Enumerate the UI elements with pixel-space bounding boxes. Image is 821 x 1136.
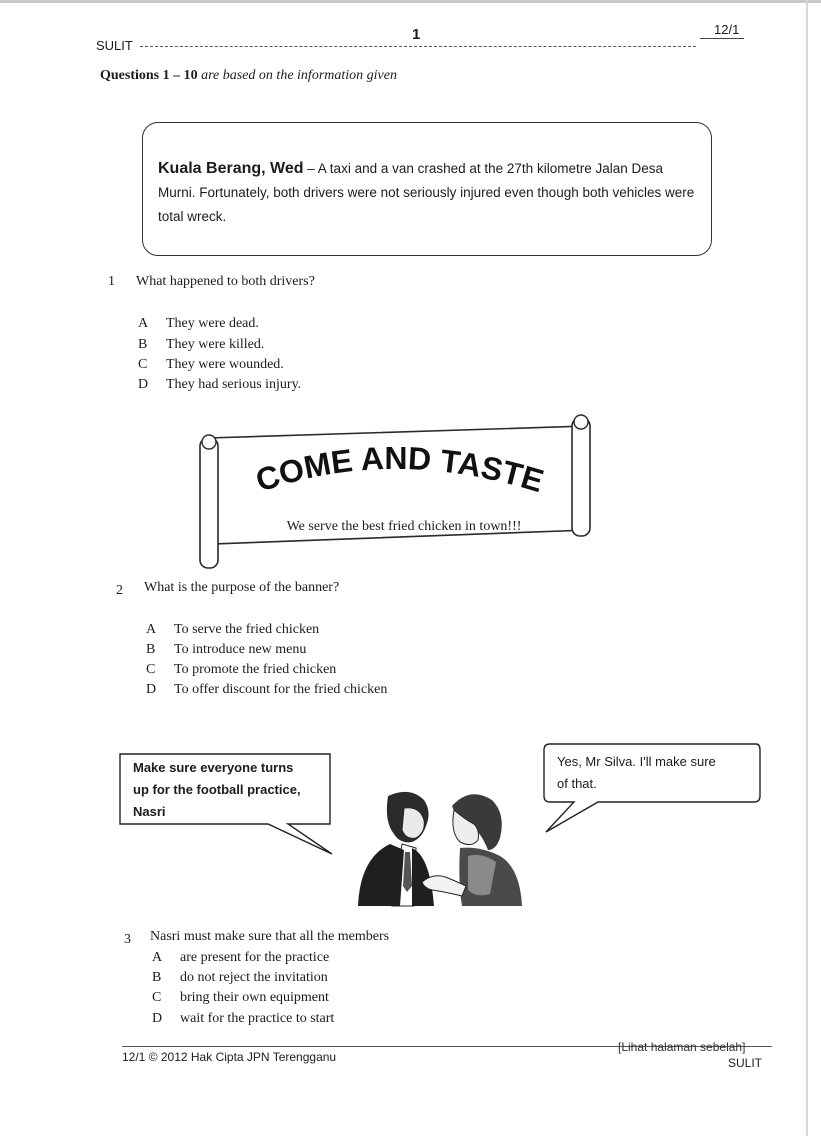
left-bubble-line: Make sure everyone turns [133,760,294,775]
option-text: do not reject the invitation [180,970,328,985]
option-letter: C [138,357,148,372]
news-body: – A taxi and a van crashed at the 27th kilometre Jalan Desa Murni. Fortunately, both drivers were not seriously injured even though both vehicles were total wreck. [158,161,695,224]
right-bubble-line: Yes, Mr Silva. I'll make sure [557,754,716,769]
option-letter: B [146,642,156,657]
option-letter: D [152,1011,163,1026]
option-text: To serve the fried chicken [174,622,320,637]
option-letter: C [152,990,162,1005]
q2-option-d [146,682,387,698]
option-letter: A [138,316,149,331]
right-bubble-text [557,751,716,795]
header-rule [140,46,696,47]
footer-next-page: [Lihat halaman sebelah] [618,1040,746,1054]
instruction-prefix: Questions 1 – 10 [100,68,198,83]
left-bubble-line: Nasri [133,804,166,819]
news-text [158,157,698,229]
option-letter: C [146,662,156,677]
news-dateline: Kuala Berang, Wed [158,160,304,177]
q1-option-a [138,316,259,332]
people-illustration [350,786,526,908]
banner-headline: COME AND TASTE [251,439,548,500]
q2-option-a [146,622,319,638]
scan-edge-right [806,0,808,1136]
footer-copyright: 12/1 © 2012 Hak Cipta JPN Terengganu [122,1050,337,1064]
option-letter: D [146,682,157,697]
option-letter: A [152,950,163,965]
q1-option-d [138,377,301,393]
option-letter: B [152,970,162,985]
left-bubble-line: up for the football practice, [133,782,301,797]
q1-option-b [138,337,264,353]
left-bubble-text [133,757,301,823]
option-text: bring their own equipment [180,990,329,1005]
option-text: wait for the practice to start [180,1011,335,1026]
option-text: To promote the fried chicken [174,662,337,677]
option-text: They had serious injury. [166,377,302,392]
banner-subtext: We serve the best fried chicken in town!!! [286,519,522,534]
option-text: They were wounded. [166,357,284,372]
banner-scroll [190,412,600,572]
q2-option-b [146,642,306,658]
scan-edge-top [0,0,821,3]
footer-sulit: SULIT [728,1056,763,1070]
q3-option-c [152,990,329,1006]
q3-option-a [152,950,329,966]
q1-number: 1 [108,274,115,289]
paper-code-rule [700,38,744,39]
option-text: They were dead. [166,316,259,331]
q2-number: 2 [116,583,123,598]
paper-code: 12/1 [714,22,740,37]
q3-option-d [152,1011,334,1027]
instruction [100,68,397,84]
right-bubble-line: of that. [557,776,597,791]
option-letter: A [146,622,157,637]
option-text: To introduce new menu [174,642,307,657]
q3-number: 3 [124,932,131,947]
q3-text: Nasri must make sure that all the members [150,929,390,944]
page-number: 1 [412,26,421,43]
q3-option-b [152,970,328,986]
header-sulit: SULIT [96,38,133,53]
option-text: To offer discount for the fried chicken [174,682,388,697]
instruction-suffix: are based on the information given [201,68,397,83]
option-text: are present for the practice [180,950,330,965]
q2-text: What is the purpose of the banner? [144,580,340,595]
q1-option-c [138,357,284,373]
option-letter: D [138,377,149,392]
option-text: They were killed. [166,337,265,352]
q2-option-c [146,662,336,678]
option-letter: B [138,337,148,352]
q1-text: What happened to both drivers? [136,274,315,289]
man-figure [358,792,434,906]
woman-figure [422,794,522,906]
